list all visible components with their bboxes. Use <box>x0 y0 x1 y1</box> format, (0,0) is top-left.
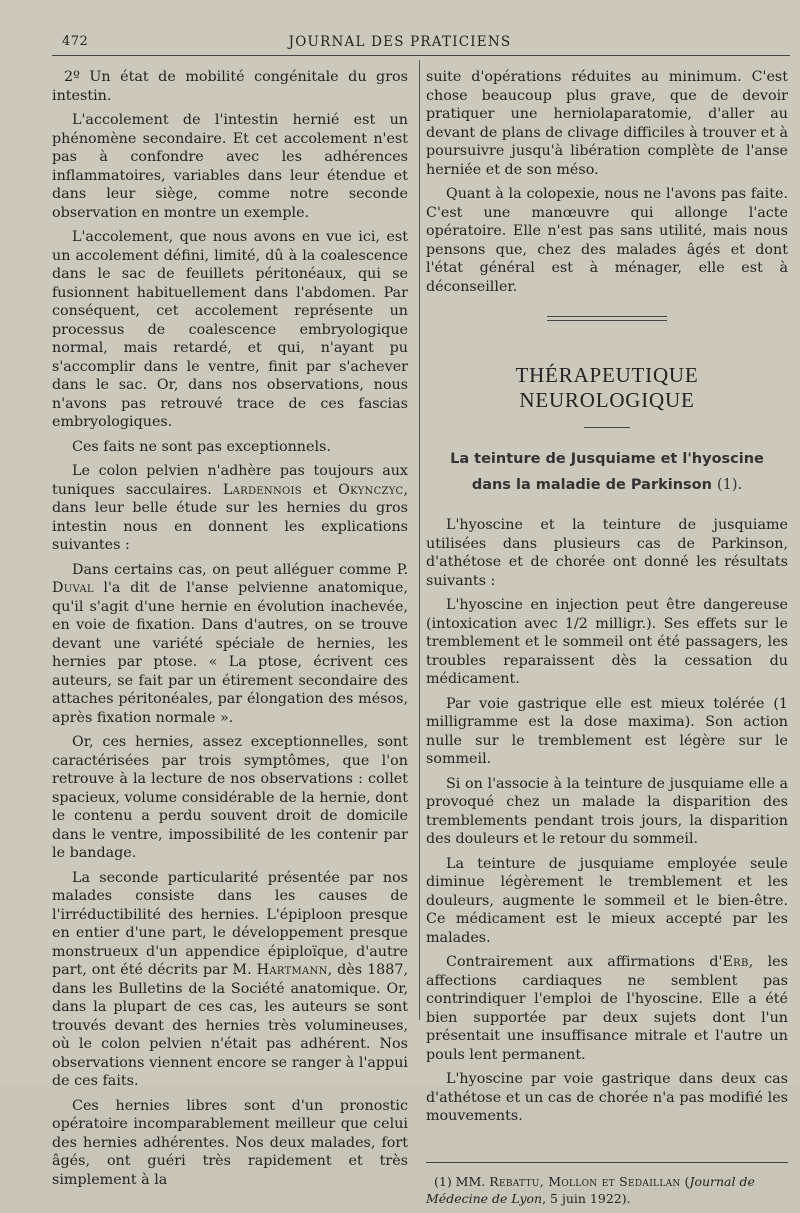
article-body <box>426 516 788 1126</box>
paragraph: L'hyoscine en injection peut être dangereuse (intoxication avec 1/2 milligr.). Ses effets sur le tremblement et le sommeil ont été passagers, les troubles reparaissent dès la cessation du médicament. <box>426 597 788 687</box>
page-header <box>0 0 800 62</box>
footnote-ref: (1). <box>717 477 743 493</box>
right-column <box>426 68 788 1213</box>
journal-name: Journal de Médecine de Lyon <box>426 1173 755 1206</box>
column-divider <box>419 60 420 1020</box>
paragraph: Par voie gastrique elle est mieux tolérée (1 milligramme est la dose maxima). Son action nulle sur le tremblement est légère sur le sommeil. <box>426 695 788 767</box>
paragraph: L'hyoscine par voie gastrique dans deux cas d'athétose et un cas de chorée n'a pas modifié les mouvements. <box>426 1071 788 1124</box>
paragraph: L'hyoscine et la teinture de jusquiame utilisées dans plusieurs cas de Parkinson, d'athétose et de chorée ont donné les résultats suivants : <box>426 517 788 589</box>
left-column <box>52 68 408 1195</box>
footnote-rule <box>426 1162 788 1163</box>
paragraph: L'accolement de l'intestin hernié est un phénomène secondaire. Et cet accolement n'est pas à confondre avec les adhérences inflammatoires, variables dans leur étendue et dans leur siège, comme notre seconde observation en montre un exemple. <box>52 112 408 221</box>
paragraph: 2º Un état de mobilité congénitale du gros intestin. <box>52 69 408 104</box>
paragraph: Si on l'associe à la teinture de jusquiame elle a provoqué chez un malade la disparition des tremblements pendant trois jours, la disparition des douleurs et le retour du sommeil. <box>426 775 788 847</box>
author-name: Rebattu, Mollon et Sedaillan <box>489 1173 681 1189</box>
journal-title: JOURNAL DES PRATICIENS <box>288 34 512 50</box>
page-number: 472 <box>62 34 89 49</box>
article-title: La teinture de Jusquiame et l'hyoscine dans la maladie de Parkinson (1). <box>450 451 764 493</box>
header-rule <box>52 55 790 56</box>
paragraph: La teinture de jusquiame employée seule diminue légèrement le tremblement et les douleurs, augmente le sommeil et le bien-être. Ce médicament est le mieux accepté par les malades. <box>426 855 788 946</box>
author-name: Erb <box>722 954 749 970</box>
paragraph: L'accolement, que nous avons en vue ici, est un accolement défini, limité, dû à la coalescence dans le sac de feuillets péritonéaux, qui se fusionnent habituellement dans l'abdomen. Par conséquent, cet accolement représente un processus de coalescence embryologique normal, mais retardé, et qui, n'ayant pu s'accomplir dans le ventre, finit par s'achever dans le sac. Or, dans nos observations, nous n'avons pas retrouvé trace de ces fascias embryologiques. <box>52 229 408 430</box>
author-name: Lardennois <box>222 481 302 498</box>
paragraph: Le colon pelvien n'adhère pas toujours aux tuniques sacculaires. Lardennois et Okynczyc, dans leur belle étude sur les hernies du gros intestin nous en donnent les explications suivantes : <box>52 463 408 553</box>
section-separator <box>547 316 667 321</box>
author-name: Hartmann <box>256 962 328 978</box>
author-name: Okynczyc <box>338 481 404 498</box>
paragraph: Contrairement aux affirmations d'Erb, les affections cardiaques ne semblent pas contrindiquer l'emploi de l'hyoscine. Elle a été bien supportée par deux sujets dont l'un présentait une insuffisance mitrale et l'autre un pouls lent permanent. <box>426 954 788 1063</box>
paragraph: La seconde particularité présentée par nos malades consiste dans les causes de l'irréductibilité des hernies. L'épiploon presque en entier d'une part, le développement presque monstrueux d'un appendice épiploïque, d'autre part, ont été décrits par M. Hartmann, dès 1887, dans les Bulletins de la Société anatomique. Or, dans la plupart de ces cas, les auteurs se sont trouvés devant des hernies très volumineuses, où le colon pelvien n'était pas adhérent. Nos observations viennent encore se ranger à l'appui de ces faits. <box>52 869 408 1089</box>
section-title: THÉRAPEUTIQUE NEUROLOGIQUE <box>515 363 699 412</box>
paragraph: Or, ces hernies, assez exceptionnelles, sont caractérisées par trois symptômes, que l'on retrouve à la lecture de nos observations : collet spacieux, volume considérable de la hernie, dont le contenu a perdu souvent droit de domicile dans le ventre, impossibilité de les contenir par le bandage. <box>52 734 408 861</box>
paragraph: Dans certains cas, on peut alléguer comme P. Duval l'a dit de l'anse pelvienne anatomique, qu'il s'agit d'une hernie en évolution inachevée, en voie de fixation. Dans d'autres, on se trouve devant une variété spéciale de hernies, les hernies par ptose. « La ptose, écrivent ces auteurs, se fait par un étirement secondaire des attaches péritonéales, par élongation des mésos, après fixation normale ». <box>52 561 408 726</box>
title-rule <box>584 427 630 428</box>
paragraph: Ces faits ne sont pas exceptionnels. <box>72 438 331 455</box>
author-name: Duval <box>52 580 94 596</box>
paragraph: suite d'opérations réduites au minimum. C'est chose beaucoup plus grave, que de devoir pratiquer une herniolaparatomie, d'aller au devant de plans de clivage difficiles à trouver et à poursuivre jusqu'à libération complète de l'anse herniée et de son méso. <box>426 69 788 178</box>
paragraph: Ces hernies libres sont d'un pronostic opératoire incomparablement meilleur que celui des hernies adhérentes. Nos deux malades, fort âgés, ont guéri très rapidement et très simplement à la <box>52 1097 408 1188</box>
footnote: (1) MM. Rebattu, Mollon et Sedaillan (Journal de Médecine de Lyon, 5 juin 1922). <box>426 1173 755 1206</box>
paragraph: Quant à la colopexie, nous ne l'avons pas faite. C'est une manœuvre qui allonge l'acte opératoire. Elle n'est pas sans utilité, mais nous pensons que, chez des malades âgés et dont l'état général est à ménager, elle est à déconseiller. <box>426 186 788 295</box>
